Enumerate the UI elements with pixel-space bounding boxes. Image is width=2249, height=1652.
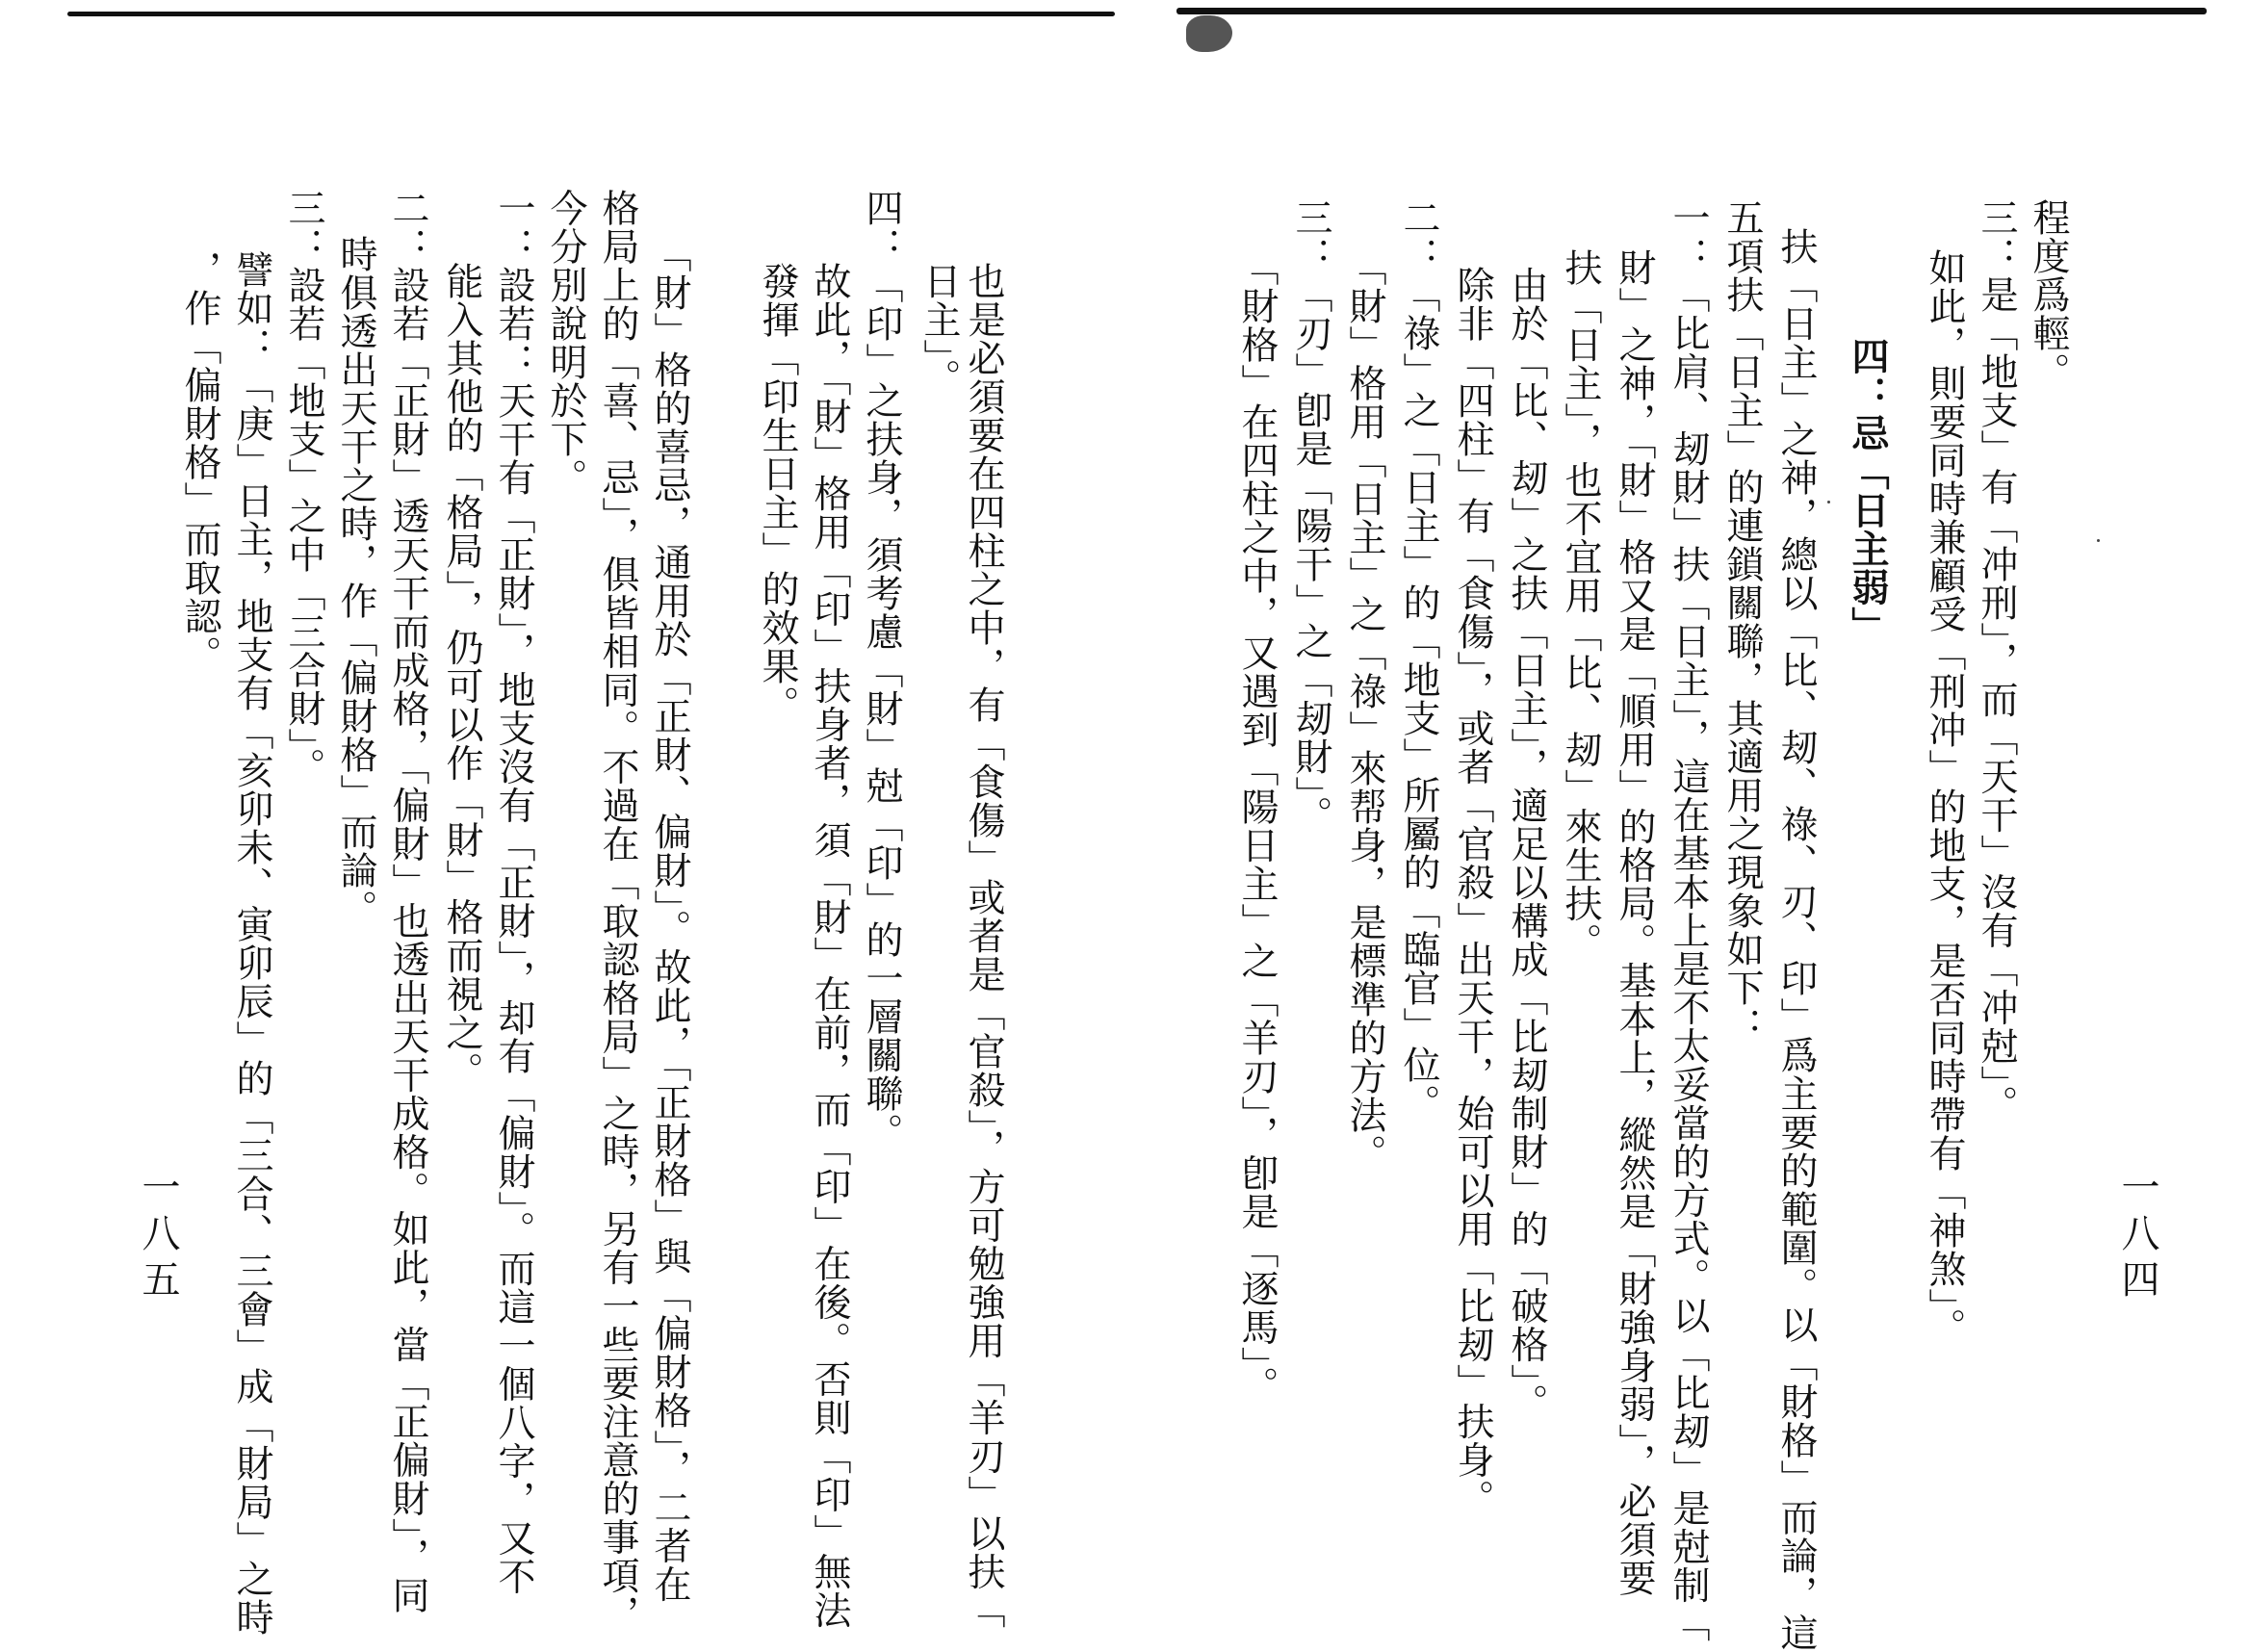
text-column: 扶「日主」之神，總以「比、刼、祿、刃、印」爲主要的範圍。以「財格」而論，這 [1774, 227, 1818, 1652]
text-column: 扶「日主」，也不宜用「比、刼」來生扶。 [1559, 248, 1602, 962]
text-column: 二：「祿」之「日主」的「地支」所屬的「臨官」位。 [1397, 198, 1440, 1123]
text-column: 三：是「地支」有「冲刑」，而「天干」沒有「冲尅」。 [1975, 198, 2018, 1123]
text-column: 日主」。 [918, 262, 961, 398]
text-column: 「財格」在四柱之中，又遇到「陽日主」之「羊刃」，卽是「逐馬」。 [1235, 248, 1279, 1405]
text-column: 格局上的「喜、忌」，俱皆相同。不過在「取認格局」之時，另有一些要注意的事項， [596, 189, 639, 1634]
text-column: 除非「四柱」有「食傷」，或者「官殺」出天干，始可以用「比刼」扶身。 [1451, 266, 1494, 1518]
text-column: 「財」格的喜忌，通用於「正財、偏財」。故此，「正財格」與「偏財格」，二者在 [648, 235, 691, 1604]
left-page [0, 0, 1124, 1637]
text-column: 如此，則要同時兼顧受「刑冲」的地支，是否同時帶有「神煞」。 [1923, 248, 1966, 1347]
section-heading: 四：忌「日主弱」 [1846, 337, 1890, 645]
right-page [1124, 0, 2249, 1652]
text-column: 今分別說明於下。 [544, 189, 587, 497]
text-column: 故此，「財」格用「印」扶身者，須「財」在前，而「印」在後。否則「印」無法 [808, 262, 851, 1630]
text-column: 財」之神，「財」格又是「順用」的格局。基本上，縱然是「財強身弱」，必須要 [1613, 248, 1656, 1597]
text-column: 三：「刃」卽是「陽干」之「刼財」。 [1289, 198, 1332, 835]
page-number: 一八四 [2115, 1167, 2159, 1305]
text-column: 三：設若「地支」之中「三合財」。 [282, 189, 325, 787]
text-column: 能入其他的「格局」，仍可以作「財」格而視之。 [440, 262, 483, 1091]
text-column: 一：「比肩、刼財」扶「日主」，這在基本上是不太妥當的方式。以「比刼」是尅制「 [1667, 198, 1710, 1643]
text-column: 時俱透出天干之時，作「偏財格」而論。 [334, 235, 377, 928]
page-number: 一八五 [136, 1167, 180, 1305]
text-column: 發揮「印生日主」的效果。 [756, 262, 799, 724]
text-column: ，作「偏財格」而取認。 [178, 250, 221, 674]
text-column: 也是必須要在四柱之中，有「食傷」或者是「官殺」，方可勉強用「羊刃」以扶「 [962, 262, 1005, 1630]
text-column: 程度爲輕。 [2027, 198, 2070, 391]
text-column: 四：「印」之扶身，須考慮「財」尅「印」的一層關聯。 [860, 189, 903, 1151]
text-column: 由於「比、刼」之扶「日主」，適足以構成「比刼制財」的「破格」。 [1505, 266, 1548, 1422]
text-column: 五項扶「日主」的連鎖關聯，其適用之現象如下： [1720, 198, 1764, 1045]
text-column: 「財」格用「日主」之「祿」來帮身，是標準的方法。 [1343, 248, 1386, 1173]
text-column: 譬如：「庚」日主，地支有「亥卯未、寅卯辰」的「三合、三會」成「財局」之時 [230, 250, 273, 1637]
text-column: 二：設若「正財」透天干而成格，「偏財」也透出天干成格。如此，當「正偏財」，同 [386, 189, 429, 1614]
text-column: 一：設若：天干有「正財」，地支沒有「正財」，却有「偏財」。而這一個八字，又不 [492, 189, 535, 1596]
